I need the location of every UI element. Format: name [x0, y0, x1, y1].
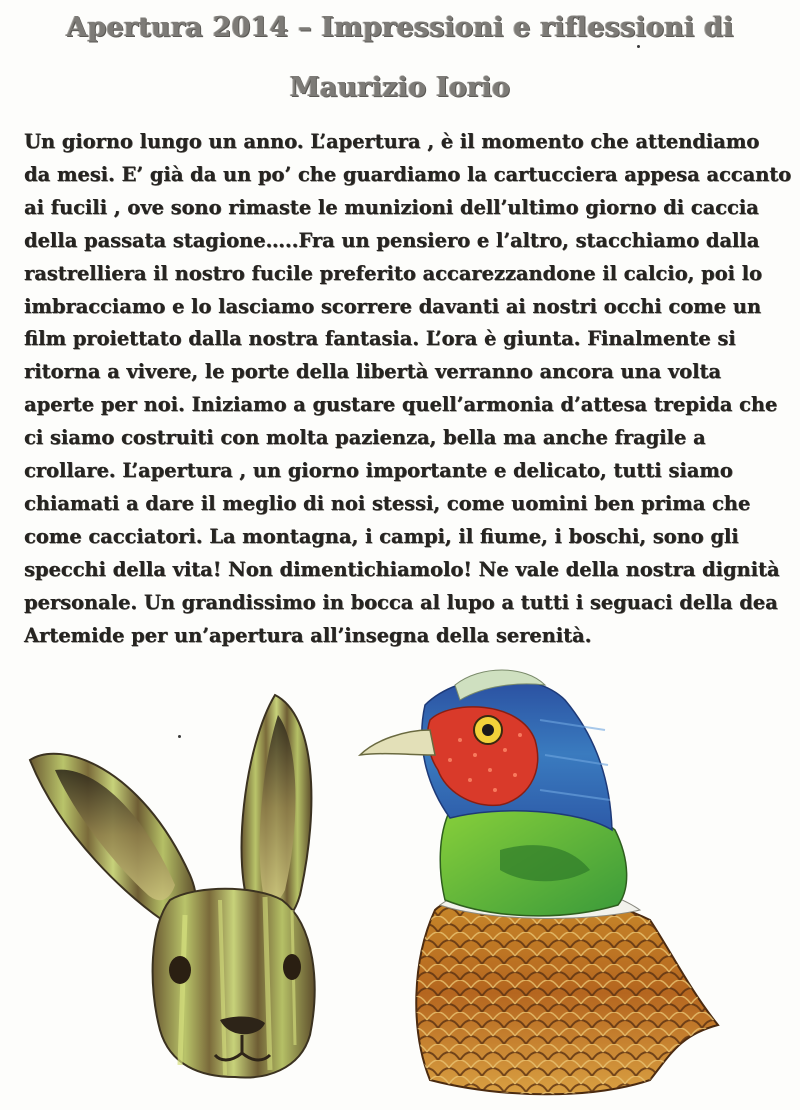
pheasant-illustration	[350, 660, 730, 1100]
body-line: imbracciamo e lo lasciamo scorrere davanti ai nostri occhi come un	[24, 294, 761, 318]
paper-speck	[637, 45, 640, 48]
body-line: rastrelliera il nostro fucile preferito accarezzandone il calcio, poi lo	[24, 261, 762, 285]
body-line: Artemide per un’apertura all’insegna della serenità.	[24, 623, 592, 647]
body-line: ci siamo costruiti con molta pazienza, bella ma anche fragile a	[24, 426, 706, 450]
paper-speck	[178, 735, 181, 738]
body-line: da mesi. E’ già da un po’ che guardiamo la cartucciera appesa accanto	[24, 162, 792, 186]
body-paragraph	[24, 126, 792, 653]
body-line: personale. Un grandissimo in bocca al lupo a tutti i seguaci della dea	[24, 590, 778, 614]
body-line: ai fucili , ove sono rimaste le munizioni dell’ultimo giorno di caccia	[24, 195, 759, 219]
body-line: come cacciatori. La montagna, i campi, il fiume, i boschi, sono gli	[24, 524, 739, 548]
body-line: ritorna a vivere, le porte della libertà verranno ancora una volta	[24, 360, 721, 384]
body-line: film proiettato dalla nostra fantasia. L’ora è giunta. Finalmente si	[24, 327, 736, 351]
hare-illustration	[20, 685, 330, 1085]
body-line: Un giorno lungo un anno. L’apertura , è il momento che attendiamo	[24, 130, 760, 153]
body-line: specchi della vita! Non dimentichiamolo! Ne vale della nostra dignità	[24, 557, 780, 581]
body-line: crollare. L’apertura , un giorno importante e delicato, tutti siamo	[24, 459, 733, 483]
body-line: aperte per noi. Iniziamo a gustare quell’armonia d’attesa trepida che	[24, 393, 778, 417]
pheasant-beak	[360, 730, 435, 755]
author-name: Maurizio Iorio	[289, 72, 511, 103]
body-line: chiamati a dare il meglio di noi stessi, come uomini ben prima che	[24, 491, 751, 515]
page-title: Apertura 2014 – Impressioni e riflessioni di	[66, 12, 734, 43]
body-line: della passata stagione…..Fra un pensiero e l’altro, stacchiamo dalla	[24, 228, 760, 252]
